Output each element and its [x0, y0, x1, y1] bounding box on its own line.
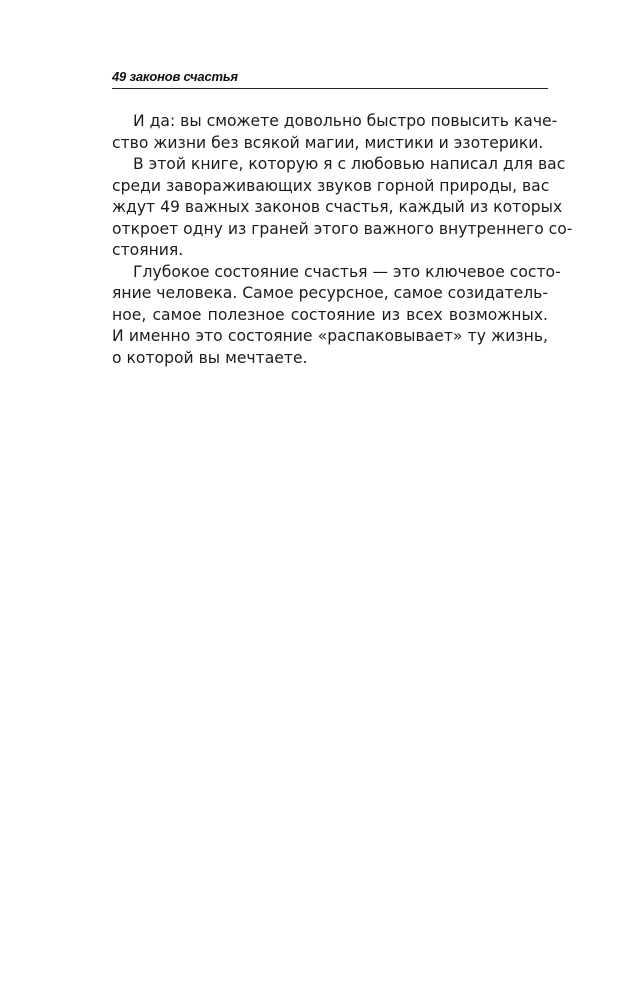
paragraph	[112, 154, 573, 262]
text-line: яние человека. Самое ресурсное, самое созидатель-	[112, 284, 548, 302]
text-line: В этой книге, которую я с любовью написал для вас	[133, 155, 566, 173]
running-head-title: 49 законов счастья	[112, 69, 238, 84]
text-line: ждут 49 важных законов счастья, каждый из которых	[112, 198, 563, 216]
body-text	[112, 111, 573, 369]
text-line: откроет одну из граней этого важного внутреннего со-	[112, 219, 573, 238]
paragraph	[112, 262, 561, 370]
header-rule	[112, 88, 548, 89]
text-line: ство жизни без всякой магии, мистики и эзотерики.	[112, 133, 544, 152]
text-line: И да: вы сможете довольно быстро повысить каче-	[133, 112, 558, 130]
text-line: Глубокое состояние счастья — это ключевое состо-	[133, 262, 561, 281]
text-line: ное, самое полезное состояние из всех возможных.	[112, 305, 548, 324]
text-line: стояния.	[112, 241, 184, 259]
text-line: И именно это состояние «распаковывает» ту жизнь,	[112, 327, 548, 345]
paragraph	[112, 111, 558, 154]
text-line: о которой вы мечтаете.	[112, 348, 308, 367]
text-line: среди завораживающих звуков горной природы, вас	[112, 176, 550, 195]
